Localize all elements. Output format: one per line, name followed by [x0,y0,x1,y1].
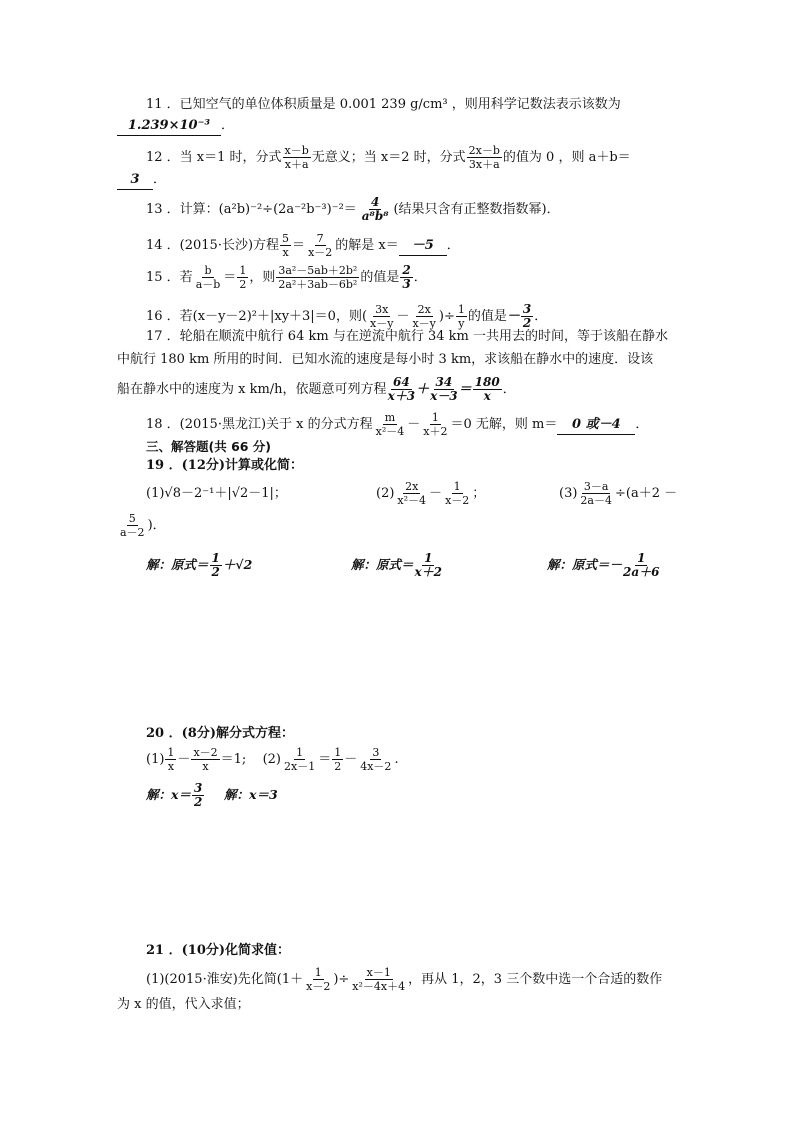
q20-p2-frac-2 [332,746,343,773]
q18-tail: ． [635,417,649,432]
q19-title [146,457,303,475]
q12-f1-num: x－b [284,144,309,157]
q18-f2-num: 1 [431,411,439,424]
q15-answer [400,264,412,291]
q19-s1-tail: ＋√2 [222,557,253,572]
q11-tail: ． [221,118,235,133]
q12-line1 [146,144,631,171]
q12-text-a: 12 ．当 x＝1 时，分式 [146,150,282,165]
q16-ans-sign: － [506,309,520,324]
q17-a3-num: 180 [474,375,500,389]
q19-p3-frac-2 [118,512,147,539]
q17-line1 [146,328,668,346]
q20-p2-f1-num: 1 [296,746,304,759]
q16-text-c: 的值是 [467,309,507,324]
q20-s2-text: 解：x＝3 [224,787,278,802]
q17-eq: ＝ [458,382,472,397]
q20-p2-f1-den: 2x－1 [284,760,316,773]
q17-text-2: 中航行 180 km 所用的时间．已知水流的速度是每小时 3 km，求该船在静水中的速度．设该 [117,352,654,367]
q19-p2-frac-1 [395,480,428,507]
q16-ans-den: 2 [522,316,532,330]
q19-solution-1 [146,552,252,579]
q13-answer [358,196,393,223]
q12-fraction-2 [467,144,502,171]
q18-text-a: 18 ．(2015·黑龙江)关于 x 的分式方程 [146,417,373,432]
q20-p2-frac-3 [358,746,393,773]
q15-fraction-2 [237,264,248,291]
q14-text-a: 14 ．(2015·长沙)方程 [146,238,280,253]
q18-text-b: ＝0 无解，则 m＝ [450,417,558,432]
q13-line [146,196,560,223]
q20-p2-label: (2) [262,752,281,767]
q16-fraction-3 [456,303,467,330]
q19-solution-3 [547,552,661,579]
q18-answer: 0 或－4 [557,416,635,435]
q21-p1-frac-1 [304,966,332,993]
q19-part1 [146,485,287,503]
q14-tail: ． [446,238,460,253]
q14-answer: －5 [399,237,447,256]
q20-p2-f3-den: 4x－2 [360,760,392,773]
q12-f2-num: 2x－b [468,144,500,157]
q20-p1-f2-den: x [202,760,209,773]
q18-line [146,411,648,438]
q13-text-b: (结果只含有正整数指数幂)． [393,202,560,217]
q15-tail: ． [413,270,427,285]
q17-a2-num: 34 [435,375,453,389]
q21-part1 [146,966,662,993]
q13-ans-num: 4 [370,195,380,209]
q14-f1-num: 5 [282,232,290,245]
q16-answer [521,303,533,330]
q21-p1-f1-den: x－2 [306,980,331,993]
q15-f1-num: b [204,264,212,277]
q20-solutions [146,782,278,809]
q19-p3-f1-den: 2a－4 [580,494,612,507]
q20-p1-minus: － [177,752,191,767]
q14-eq: ＝ [292,238,306,253]
q17-line2 [117,351,653,369]
q19-p2-f1-num: 2x [405,480,419,493]
q20-parts [146,746,399,773]
q15-f2-num: 1 [239,264,247,277]
q17-answer-frac-2 [430,376,458,403]
q20-p1-frac-2 [191,746,219,773]
q15-text-c: 的值是 [360,270,400,285]
q15-text-b: ，则 [249,270,276,285]
q20-p1-label: (1) [146,752,165,767]
q19-p2-f2-den: x－2 [445,494,470,507]
q16-f3-den: y [458,317,465,330]
q20-p2-eq: ＝ [318,752,332,767]
q19-s1-frac [210,552,222,579]
q14-fraction-1 [280,232,291,259]
q15-fraction-1 [194,264,223,291]
q15-f1-den: a－b [195,278,221,291]
q16-f2-num: 2x [417,303,431,316]
q12-text-b: 无意义；当 x＝2 时，分式 [311,150,466,165]
q17-a3-den: x [483,389,491,403]
q19-p3-frac-1 [578,480,614,507]
q19-s3-num: 1 [637,551,646,565]
q20-p1-f1-den: x [167,760,175,773]
q19-p2-label: (2) [376,486,395,501]
q19-p2-f2-num: 1 [453,480,461,493]
q21-part1-line2 [117,996,250,1014]
q19-p3-f2-num: 5 [128,512,136,525]
q21-title [146,942,290,960]
q12-fraction-1 [283,144,311,171]
q16-fraction-2 [410,303,437,330]
q17-text-1: 17 ．轮船在顺流中航行 64 km 与在逆流中航行 34 km 一共用去的时间，等于该船在静水 [146,329,668,344]
q19-s2-text: 解：原式＝ [351,557,414,572]
q19-part2 [376,480,485,507]
q12-tail: ． [153,172,167,187]
q16-ans-num: 3 [522,302,532,316]
q13-text-a: 13 ．计算：(a²b)⁻²÷(2a⁻²b⁻³)⁻²＝ [146,202,357,217]
q20-s1-den: 2 [193,795,203,809]
q12-line2 [117,171,166,190]
q18-fraction-2 [421,411,449,438]
q18-minus: － [407,417,421,432]
q17-a2-den: x－3 [430,389,458,403]
q13-ans-den: a⁸b⁸ [361,209,389,223]
q21-p1-f2-den: x²－4x＋4 [352,980,406,993]
q20-p2-tail: . [394,752,399,767]
q19-p1-text: (1)√8－2⁻¹＋|√2－1|； [146,486,287,501]
q20-title-text: 20 ．(8分)解分式方程： [146,726,294,741]
q20-p2-f3-num: 3 [372,746,380,759]
q14-fraction-2 [306,232,334,259]
q16-text-b: )÷ [438,309,455,324]
q19-p2-minus: － [429,486,443,501]
q14-line [146,232,460,259]
q15-f3-num: 3a²－5ab＋2b² [278,264,358,277]
q19-solution-2 [351,552,443,579]
q18-f1-den: x²－4 [375,425,405,438]
q15-line [146,264,427,291]
q19-p3-f1-num: 3－a [583,480,609,493]
q20-s1-frac [192,782,204,809]
q17-answer-frac-1 [388,376,416,403]
q21-title-text: 21 ．(10分)化简求值： [146,943,291,958]
q21-p1-frac-2 [350,966,407,993]
q19-p3-f2-den: a－2 [120,526,145,539]
q18-f1-num: m [384,411,396,424]
q15-text-a: 15 ．若 [146,270,193,285]
q19-s1-text: 解：原式＝ [146,557,209,572]
q16-fraction-1 [368,303,395,330]
q19-s2-frac [415,552,443,579]
q15-ans-den: 3 [402,277,411,291]
q19-s3-text: 解：原式＝－ [547,557,623,572]
q16-line [146,303,547,330]
q21-p1-text-2: 为 x 的值，代入求值； [117,997,250,1012]
q17-a1-den: x＋3 [387,389,416,403]
section-title: 三、解答题(共 66 分) [146,439,272,454]
q20-s1-text: 解：x＝ [146,787,191,802]
q11-line1 [146,96,621,114]
q21-p1-f2-num: x－1 [366,966,391,979]
q12-f2-den: 3x＋a [468,158,500,171]
q19-s2-den: x＋2 [414,565,443,579]
q19-title-text: 19 ．(12分)计算或化简： [146,458,304,473]
q19-part3 [559,480,677,507]
q12-answer: 3 [117,171,153,190]
q15-f2-den: 2 [239,278,247,291]
q16-f1-num: 3x [375,303,389,316]
q15-fraction-3 [276,264,359,291]
q19-p2-tail: ； [472,486,486,501]
q11-line2 [117,117,234,136]
q20-p2-minus: － [344,752,358,767]
q14-f2-den: x－2 [308,246,333,259]
q17-tail: ． [502,382,516,397]
q17-plus: ＋ [416,382,430,397]
q17-text-3: 船在静水中的速度为 x km/h，依题意可列方程 [117,382,387,397]
q20-p1-tail: ＝1; [220,752,247,767]
q19-s1-den: 2 [211,565,220,579]
q21-p1-text-c: ，再从 1，2，3 三个数中选一个合适的数作 [408,972,663,987]
q17-a1-num: 64 [392,375,410,389]
q15-ans-num: 2 [402,263,411,277]
q16-f2-den: x－y [412,317,436,330]
q19-s2-num: 1 [424,551,433,565]
q16-minus: － [396,309,410,324]
q17-answer-frac-3 [473,376,502,403]
q20-p1-frac-1 [165,746,176,773]
q12-f1-den: x＋a [284,158,309,171]
q21-p1-f1-num: 1 [314,966,322,979]
q21-p1-text-a: (1)(2015·淮安)先化简(1＋ [146,972,304,987]
q16-text-a: 16 ．若(x－y－2)²＋|xy＋3|＝0，则( [146,309,368,324]
q11-text: 11 ．已知空气的单位体积质量是 0.001 239 g/cm³ ，则用科学记数法表示该数为 [146,97,621,112]
q15-f3-den: 2a²＋3ab－6b² [278,278,358,291]
q20-p1-f2-num: x－2 [193,746,218,759]
q15-eq: ＝ [223,270,237,285]
q21-p1-text-b: )÷ [333,972,350,987]
q14-text-b: 的解是 x＝ [335,238,399,253]
q20-p1-f1-num: 1 [167,746,175,759]
q12-text-c: 的值为 0 ，则 a＋b＝ [502,150,631,165]
q19-p2-f1-den: x²－4 [397,494,427,507]
q20-title [146,725,294,743]
q17-line3 [117,376,516,403]
q11-answer: 1.239×10⁻³ [117,117,221,136]
q19-p2-frac-2 [443,480,471,507]
q16-tail: ． [534,309,548,324]
q19-part3-cont [117,512,166,539]
q18-fraction-1 [374,411,407,438]
q19-p3-text: ÷(a＋2 － [614,486,678,501]
q14-f1-den: x [282,246,289,259]
q19-p3-tail: )． [147,518,166,533]
q18-f2-den: x＋2 [423,425,448,438]
q19-s1-num: 1 [211,551,220,565]
q19-p3-label: (3) [559,486,578,501]
q16-f3-num: 1 [457,303,465,316]
q20-p2-f2-num: 1 [334,746,342,759]
q20-p2-frac-1 [282,746,317,773]
q16-f1-den: x－y [370,317,394,330]
q14-f2-num: 7 [316,232,324,245]
q19-s3-den: 2a＋6 [623,565,660,579]
q19-s3-frac [623,552,659,579]
q20-p2-f2-den: 2 [334,760,342,773]
q20-s1-num: 3 [193,781,203,795]
